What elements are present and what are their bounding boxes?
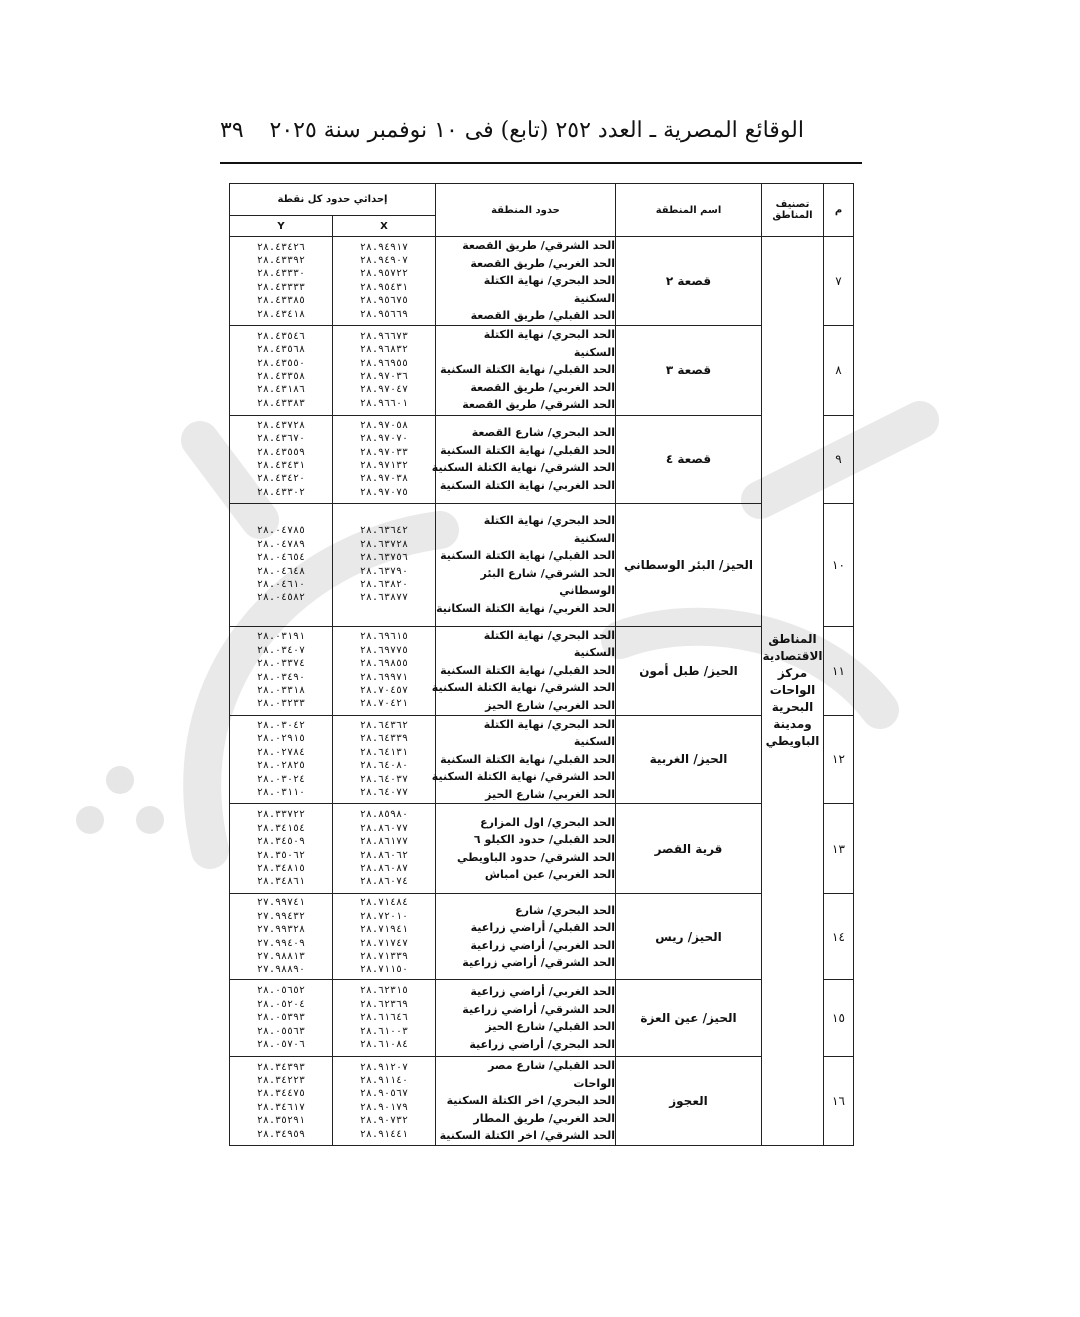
- coordinate-value: ٢٨.٧١١٥٠: [359, 964, 409, 976]
- row-index: ١٥: [824, 980, 854, 1057]
- coordinates-y: [230, 325, 333, 415]
- coordinate-value: ٢٨.٩٦٩٥٥: [359, 357, 409, 369]
- column-classification: تصنيف المناطق: [762, 184, 824, 237]
- coordinate-value: ٢٨.٠٥٥٦٣: [256, 1025, 306, 1037]
- coordinate-value: ٢٧.٩٩٧٤١: [256, 897, 306, 909]
- coordinate-value: ٢٨.٩٠١٧٩: [359, 1101, 409, 1113]
- boundary-line: السكنية: [573, 345, 615, 359]
- coordinate-value: ٢٨.٩٧٠٧٠: [359, 433, 409, 445]
- boundary-line: الحد الشرقي/ طريق القصعة: [462, 239, 615, 252]
- coordinate-value: ٢٨.٤٣٥٥٠: [256, 357, 306, 369]
- zone-boundaries: [436, 1057, 616, 1146]
- coordinate-value: ٢٨.٠٤٦٥٤: [256, 552, 306, 564]
- boundary-line: الحد القبلي/ نهاية الكتلة السكنية: [440, 443, 615, 457]
- boundary-line: الحد البحري/ نهاية الكتلة: [483, 514, 615, 527]
- coordinate-value: ٢٨.٠٥٧٠٦: [256, 1039, 306, 1051]
- coordinate-value: ٢٨.٠٣٠٤٢: [256, 720, 306, 732]
- boundary-line: الحد البحري/ شارع: [515, 903, 615, 917]
- coordinate-value: ٢٨.٩٥٦٧٥: [359, 295, 409, 307]
- boundary-line: الحد الغربي/ نهاية الكتلة السكنية: [439, 478, 615, 492]
- coordinates-y: [230, 715, 333, 804]
- table-row: [230, 325, 854, 415]
- coordinate-value: ٢٨.٩١٢٠٧: [359, 1061, 409, 1073]
- zone-classification: المناطق الاقتصادية مركز الواحات البحرية ومدينة الباويطي: [762, 237, 824, 1146]
- boundary-line: الحد الغربي/ طريق المطار: [473, 1111, 615, 1125]
- coordinate-value: ٢٨.٠٣١٩١: [256, 631, 306, 643]
- boundary-line: الحد القبلي/ حدود الكيلو ٦: [473, 833, 615, 846]
- row-index: ١٦: [824, 1057, 854, 1146]
- coordinate-value: ٢٨.٦٩٧٧٥: [359, 644, 409, 656]
- coordinate-value: ٢٨.٩١٤٤١: [359, 1128, 409, 1140]
- coordinate-value: ٢٨.٤٣١٨٦: [256, 384, 306, 396]
- boundary-line: الحد الشرقي/ طريق القصعة: [462, 398, 615, 412]
- coordinate-value: ٢٨.٠٣٢٣٣: [256, 698, 306, 710]
- coordinate-value: ٢٨.٤٣٥٥٩: [256, 446, 306, 458]
- coordinates-y: [230, 980, 333, 1057]
- zone-boundaries: [436, 980, 616, 1057]
- boundary-line: السكنية: [573, 531, 615, 545]
- coordinate-value: ٢٨.٦٤٠٣٧: [359, 773, 409, 785]
- boundary-line: الحد الشرقي/ شارع البئر: [480, 566, 615, 580]
- coordinate-value: ٢٨.٦٣٨٢٠: [359, 578, 409, 590]
- zone-name: الحيز/ البئر الوسطاني: [616, 503, 762, 626]
- boundary-line: الحد الغربي/ طريق القصعة: [470, 380, 615, 394]
- coordinate-value: ٢٨.٤٣٣٠٢: [256, 486, 306, 498]
- coordinate-value: ٢٨.٦٤٠٧٧: [359, 787, 409, 799]
- coordinate-value: ٢٨.٠٢٧٨٤: [256, 746, 306, 758]
- coordinate-value: ٢٨.٦٤١٣١: [359, 746, 409, 758]
- boundary-line: الحد البحري/ اول المزارع: [480, 815, 615, 829]
- gazette-title: الوقائع المصرية ـ العدد ٢٥٢ (تابع) فى ١٠ نوفمبر سنة ٢٠٢٥: [269, 118, 804, 143]
- boundary-line: الحد الغربي/ شارع الحيز: [485, 787, 615, 801]
- coordinate-value: ٢٨.٦١٦٤٦: [359, 1012, 409, 1024]
- coordinate-value: ٢٨.٣٥٠٦٢: [256, 849, 306, 861]
- coordinate-value: ٢٨.٣٤٤٧٥: [256, 1088, 306, 1100]
- zones-table: [229, 183, 854, 1146]
- coordinate-value: ٢٨.٤٣٦٧٠: [256, 433, 306, 445]
- coordinate-value: ٢٨.٠٥٦٥٢: [256, 985, 306, 997]
- coordinate-value: ٢٨.٠٢٩١٥: [256, 733, 306, 745]
- coordinate-value: ٢٨.٨٦٠٦٢: [359, 849, 409, 861]
- row-index: ١٤: [824, 894, 854, 980]
- boundary-line: الحد الشرقي/ أراضي زراعية: [462, 1002, 615, 1016]
- table-row: [230, 804, 854, 894]
- zone-boundaries: [436, 237, 616, 326]
- zone-name: قصعة ٤: [616, 415, 762, 503]
- coordinate-value: ٢٨.٦٤٠٨٠: [359, 760, 409, 772]
- coordinate-value: ٢٨.٩٧٠٧٥: [359, 486, 409, 498]
- zone-name: قصعة ٢: [616, 237, 762, 326]
- coordinate-value: ٢٨.٦١٠٨٤: [359, 1039, 409, 1051]
- coordinate-value: ٢٨.٠٤٦١٠: [256, 578, 306, 590]
- coordinate-value: ٢٨.٣٤٦١٧: [256, 1101, 306, 1113]
- coordinate-value: ٢٨.٩٧١٣٢: [359, 460, 409, 471]
- coordinate-value: ٢٨.٦٣٧٥٦: [359, 552, 409, 564]
- coordinate-value: ٢٨.٦١٠٠٣: [359, 1025, 409, 1037]
- table-row: [230, 503, 854, 626]
- coordinate-value: ٢٨.٧٢٠١٠: [359, 910, 409, 922]
- coordinates-y: [230, 503, 333, 626]
- coordinate-value: ٢٨.٩٧٠٥٨: [359, 419, 409, 431]
- coordinate-value: ٢٨.٠٤٥٨٢: [256, 592, 306, 604]
- coordinate-value: ٢٨.٦٣٦٤٢: [359, 525, 409, 537]
- coordinate-value: ٢٨.٦٤٣٣٩: [359, 733, 409, 745]
- coordinate-value: ٢٨.٩٥٤٣١: [359, 281, 409, 293]
- zone-boundaries: [431, 415, 616, 503]
- boundary-line: الحد الشرقي/ حدود الباويطي: [456, 850, 615, 864]
- coordinate-value: ٢٨.٠٣٠٢٤: [256, 773, 306, 785]
- zone-name: الحيز/ عين العزة: [616, 980, 762, 1057]
- coordinate-value: ٢٨.٩٥٦٦٩: [359, 308, 409, 320]
- coordinate-value: ٢٨.٧٠٤٥٧: [359, 684, 409, 696]
- coordinate-value: ٢٨.٠٤٦٤٨: [256, 565, 306, 577]
- coordinate-value: ٢٨.٤٣٥٤٦: [256, 330, 306, 342]
- coordinates-x: [333, 325, 436, 415]
- coordinate-value: ٢٨.٦٩٦١٥: [359, 631, 409, 643]
- coordinate-value: ٢٨.٦٢٣١٥: [359, 985, 409, 997]
- coordinate-value: ٢٨.٤٣٣٣٠: [256, 268, 306, 280]
- coordinate-value: ٢٨.٤٣٣٨٥: [256, 295, 306, 307]
- table-row: [230, 1057, 854, 1146]
- column-boundaries: حدود المنطقة: [436, 184, 616, 237]
- coordinate-value: ٢٨.٩٦٦٠١: [359, 397, 409, 409]
- coordinate-value: ٢٨.٧١٣٣٩: [359, 950, 409, 962]
- page-number: ٣٩: [220, 118, 244, 143]
- table-row: [230, 626, 854, 715]
- boundary-line: الحد الغربي/ طريق القصعة: [470, 256, 615, 270]
- zone-boundaries: [431, 626, 616, 715]
- table-row: [230, 415, 854, 503]
- boundary-line: الواحات: [573, 1076, 615, 1090]
- table-row: [230, 237, 854, 326]
- coordinate-value: ٢٨.٤٣٣٣٣: [256, 281, 306, 293]
- coordinates-y: [230, 804, 333, 894]
- coordinate-value: ٢٨.٦٣٧٩٠: [359, 565, 409, 577]
- coordinates-x: [333, 894, 436, 980]
- coordinate-value: ٢٨.٩٧٠٣٦: [359, 371, 409, 382]
- coordinates-x: [333, 237, 436, 326]
- zone-name: العجوز: [616, 1057, 762, 1146]
- coordinate-value: ٢٧.٩٩٤٣٢: [256, 910, 306, 922]
- coordinate-value: ٢٨.٣٤٨٦١: [256, 876, 306, 888]
- row-index: ١٣: [824, 804, 854, 894]
- coordinates-x: [333, 980, 436, 1057]
- coordinate-value: ٢٨.٨٥٩٨٠: [359, 809, 409, 821]
- coordinate-value: ٢٨.٣٤١٥٤: [256, 822, 306, 834]
- coordinate-value: ٢٨.٨٦٠٧٧: [359, 822, 409, 834]
- coordinate-value: ٢٨.٧١٤٨٤: [359, 897, 409, 909]
- coordinates-x: [333, 715, 436, 804]
- boundary-line: الحد الشرقي/ أراضي زراعية: [462, 956, 615, 969]
- row-index: ١٢: [824, 715, 854, 804]
- zone-name: قرية القصر: [616, 804, 762, 894]
- coordinate-value: ٢٨.٩٥٧٢٢: [359, 268, 409, 280]
- row-index: ١٠: [824, 503, 854, 626]
- zone-boundaries: [436, 894, 616, 980]
- boundary-line: الحد البحري/ نهاية الكتلة: [483, 328, 615, 342]
- coordinate-value: ٢٨.٦٤٣٦٢: [359, 720, 409, 732]
- boundary-line: الحد الغربي/ أراضي زراعية: [470, 938, 615, 952]
- coordinate-value: ٢٨.٣٤٥٠٩: [256, 836, 306, 848]
- zone-boundaries: [436, 804, 616, 894]
- zone-boundaries: [436, 503, 616, 626]
- coordinate-value: ٢٨.٠٣٣٧٤: [256, 658, 306, 670]
- column-y: Y: [230, 216, 333, 237]
- zone-boundaries: [431, 715, 616, 804]
- coordinate-value: ٢٧.٩٩٣٢٨: [256, 924, 306, 936]
- boundary-line: الحد الغربي/ نهاية الكتلة السكانية: [436, 601, 615, 615]
- coordinate-value: ٢٨.٠٥٢٠٤: [256, 998, 306, 1010]
- header-divider: [220, 162, 862, 164]
- coordinate-value: ٢٨.٦٣٧٢٨: [359, 538, 409, 550]
- zone-name: قصعة ٣: [616, 325, 762, 415]
- coordinate-value: ٢٨.٣٥٢٩١: [256, 1115, 306, 1127]
- coordinate-value: ٢٧.٩٨٨١٣: [256, 950, 306, 962]
- coordinate-value: ٢٨.٤٣٣٨٣: [256, 397, 306, 409]
- boundary-line: الحد الشرقي/ نهاية الكتلة السكنية: [431, 681, 615, 695]
- coordinate-value: ٢٨.٠٣١١٠: [256, 787, 306, 799]
- boundary-line: الحد القبلي/ نهاية الكتلة السكنية: [440, 752, 615, 766]
- coordinate-value: ٢٨.٩٦٦٧٣: [359, 330, 409, 342]
- coordinate-value: ٢٨.٤٣٧٢٨: [256, 419, 306, 431]
- boundary-line: الحد الشرقي/ نهاية الكتلة السكنية: [431, 461, 615, 474]
- coordinate-value: ٢٧.٩٩٤٠٩: [256, 937, 306, 949]
- boundary-line: الحد البحري/ نهاية الكتلة: [483, 274, 615, 287]
- coordinates-x: [333, 503, 436, 626]
- coordinates-y: [230, 626, 333, 715]
- row-index: ١١: [824, 626, 854, 715]
- coordinate-value: ٢٨.٩٧٠٤٧: [359, 384, 409, 396]
- coordinates-x: [333, 626, 436, 715]
- boundary-line: الحد القبلي/ أراضي زراعية: [470, 921, 615, 934]
- coordinate-value: ٢٨.٦٣٨٧٧: [359, 592, 409, 604]
- boundary-line: الحد القبلي/ نهاية الكتلة السكنية: [440, 363, 615, 377]
- coordinate-value: ٢٨.٣٤٨١٥: [256, 862, 306, 874]
- coordinate-value: ٢٨.٩٧٠٣٣: [359, 446, 409, 458]
- coordinate-value: ٢٨.٤٣٤٣١: [256, 460, 306, 471]
- zone-boundaries: [436, 325, 616, 415]
- coordinate-value: ٢٨.٠٣٤٠٧: [256, 644, 306, 656]
- coordinate-value: ٢٨.٦٩٩٧١: [359, 671, 409, 683]
- coordinate-value: ٢٨.٤٣٣٩٢: [256, 254, 306, 266]
- boundary-line: الحد القبلي/ طريق القصعة: [470, 309, 615, 322]
- coordinate-value: ٢٨.٣٤٢٢٣: [256, 1074, 306, 1086]
- coordinate-value: ٢٨.٧١٩٤١: [359, 924, 409, 936]
- boundary-line: الحد الغربي/ أراضي زراعية: [470, 985, 615, 998]
- coordinate-value: ٢٨.٣٣٧٢٢: [256, 809, 306, 821]
- table-row: [230, 715, 854, 804]
- table-row: [230, 980, 854, 1057]
- coordinate-value: ٢٨.٤٣٤٢٦: [256, 241, 306, 253]
- boundary-line: الحد الغربي/ شارع الحيز: [485, 698, 615, 712]
- coordinate-value: ٢٨.٦٩٨٥٥: [359, 658, 409, 670]
- coordinates-y: [230, 237, 333, 326]
- page-header: [220, 110, 862, 160]
- coordinate-value: ٢٨.٩٤٩١٧: [359, 241, 409, 253]
- coordinate-value: ٢٨.٤٣٣٥٨: [256, 371, 306, 382]
- coordinate-value: ٢٨.٩٦٨٣٢: [359, 344, 409, 356]
- coordinate-value: ٢٨.٩٤٩٠٧: [359, 254, 409, 266]
- coordinates-y: [230, 1057, 333, 1146]
- boundary-line: الحد البحري/ شارع القصعة: [471, 426, 615, 439]
- coordinate-value: ٢٨.٠٣٣١٨: [256, 684, 306, 696]
- boundary-line: السكنية: [573, 646, 615, 660]
- coordinate-value: ٢٨.٠٥٣٩٣: [256, 1012, 306, 1024]
- row-index: ٨: [824, 325, 854, 415]
- coordinate-value: ٢٨.٨٦١٧٧: [359, 836, 409, 848]
- coordinate-value: ٢٨.٠٤٧٨٩: [256, 538, 306, 550]
- coordinate-value: ٢٨.٩١١٤٠: [359, 1074, 409, 1086]
- coordinate-value: ٢٨.٠٤٧٨٥: [256, 525, 306, 537]
- coordinate-value: ٢٨.٤٣٤٢٠: [256, 473, 306, 485]
- column-x: X: [333, 216, 436, 237]
- row-index: ٩: [824, 415, 854, 503]
- zone-name: الحيز/ طبل أمون: [616, 626, 762, 715]
- column-zone-name: اسم المنطقة: [616, 184, 762, 237]
- coordinate-value: ٢٨.٨٦٠٨٧: [359, 862, 409, 874]
- boundary-line: الحد القبلي/ نهاية الكتلة السكنية: [440, 663, 615, 677]
- column-index: م: [824, 184, 854, 237]
- coordinate-value: ٢٨.٣٤٣٩٣: [256, 1061, 306, 1073]
- zone-name: الحيز/ الغربية: [616, 715, 762, 804]
- boundary-line: الحد البحري/ نهاية الكتلة: [483, 717, 615, 731]
- boundary-line: الحد البحري/ نهاية الكتلة: [483, 628, 615, 642]
- coordinate-value: ٢٧.٩٨٨٩٠: [256, 964, 306, 976]
- column-coordinates: إحداثي حدود كل نقطة: [230, 184, 436, 216]
- coordinate-value: ٢٨.٧٠٤٢١: [359, 698, 409, 710]
- coordinate-value: ٢٨.٠٣٤٩٠: [256, 671, 306, 683]
- boundary-line: الحد القبلي/ شارع الحيز: [485, 1020, 615, 1033]
- coordinate-value: ٢٨.٤٣٤١٨: [256, 308, 306, 320]
- coordinates-y: [230, 415, 333, 503]
- coordinate-value: ٢٨.٩٠٥٦٧: [359, 1088, 409, 1100]
- coordinate-value: ٢٨.٣٤٩٥٩: [256, 1128, 306, 1140]
- boundary-line: الوسطاني: [559, 584, 615, 597]
- boundary-line: الحد الغربي/ عين امباش: [484, 868, 615, 881]
- row-index: ٧: [824, 237, 854, 326]
- boundary-line: السكنية: [573, 291, 615, 305]
- coordinates-x: [333, 804, 436, 894]
- boundary-line: الحد البحري/ أراضي زراعية: [469, 1037, 615, 1051]
- zone-name: الحيز/ ريس: [616, 894, 762, 980]
- coordinate-value: ٢٨.٩٧٠٣٨: [359, 473, 409, 485]
- boundary-line: الحد القبلي/ شارع مصر: [488, 1059, 615, 1072]
- boundary-line: الحد القبلي/ نهاية الكتلة السكنية: [440, 549, 615, 562]
- coordinate-value: ٢٨.٠٢٨٢٥: [256, 760, 306, 772]
- boundary-line: الحد الشرقي/ نهاية الكتلة السكنية: [431, 770, 615, 783]
- coordinates-x: [333, 1057, 436, 1146]
- table-row: [230, 894, 854, 980]
- coordinate-value: ٢٨.٧١٧٤٧: [359, 937, 409, 949]
- boundary-line: السكنية: [573, 735, 615, 748]
- boundary-line: الحد الشرقي/ اخر الكتلة السكنية: [439, 1129, 615, 1142]
- coordinate-value: ٢٨.٤٣٥٦٨: [256, 344, 306, 356]
- boundary-line: الحد البحري/ اخر الكتلة السكنية: [446, 1094, 615, 1107]
- coordinate-value: ٢٨.٩٠٧٣٢: [359, 1115, 409, 1127]
- coordinates-x: [333, 415, 436, 503]
- coordinates-y: [230, 894, 333, 980]
- coordinate-value: ٢٨.٨٦٠٧٤: [359, 876, 409, 888]
- coordinate-value: ٢٨.٦٢٣٦٩: [359, 998, 409, 1010]
